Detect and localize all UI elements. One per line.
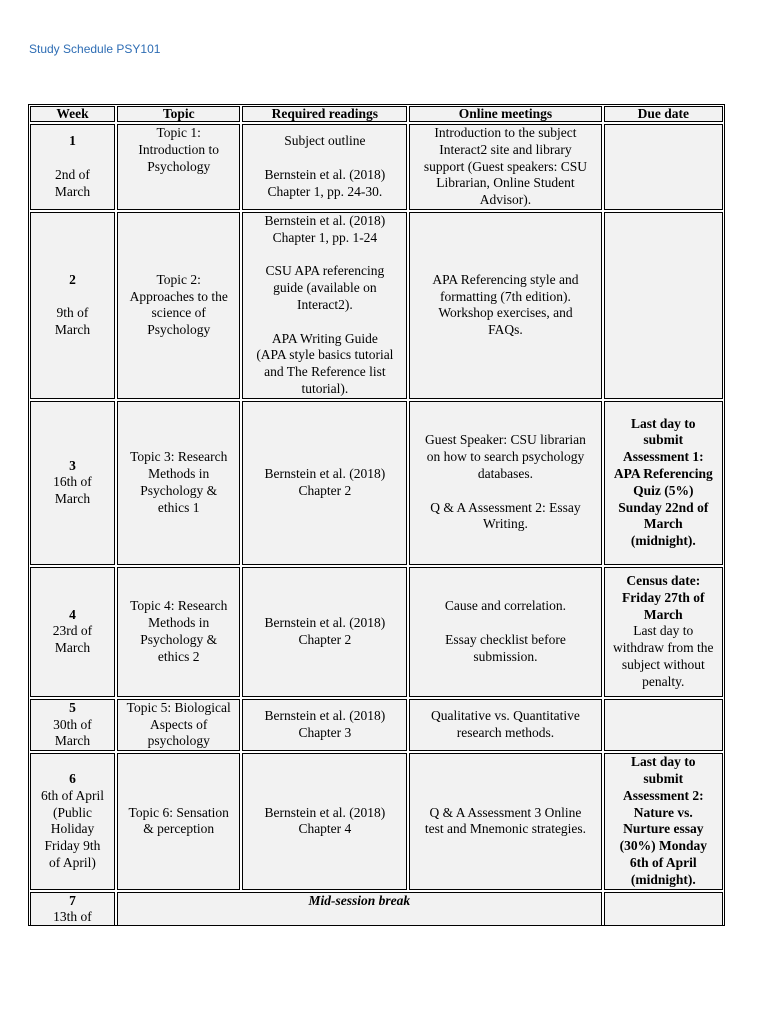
meeting-item: Q & A Assessment 3 Online test and Mnemonic strategies. — [424, 804, 587, 837]
meetings-cell — [409, 699, 601, 751]
due-cell — [604, 892, 723, 926]
due-cell — [604, 212, 723, 399]
readings-cell — [242, 212, 407, 399]
week-cell — [30, 567, 115, 697]
readings-cell — [242, 401, 407, 565]
week-date: 23rd of March — [52, 623, 93, 656]
week-number: 7 — [69, 892, 76, 908]
week-number: 5 — [69, 699, 76, 715]
topic-text: Topic 1: Introduction to Psychology — [138, 125, 220, 174]
week-number: 4 — [69, 606, 76, 622]
meeting-item: Cause and correlation. — [444, 598, 566, 614]
table-row — [30, 753, 723, 889]
week-cell — [30, 699, 115, 751]
readings-cell — [242, 753, 407, 889]
due-cell — [604, 753, 723, 889]
topic-text: Topic 4: Research Methods in Psychology & ethics 2 — [130, 598, 228, 664]
meetings-cell — [409, 124, 601, 210]
topic-cell — [117, 753, 240, 889]
table-row — [30, 124, 723, 210]
week-date: 6th of April (Public Holiday Friday 9th of April) — [40, 787, 104, 870]
topic-text: Topic 2: Approaches to the science of Psychology — [129, 271, 228, 338]
week-cell — [30, 892, 115, 926]
week-date: 30th of March — [53, 716, 92, 749]
week-cell — [30, 124, 115, 210]
table-row — [30, 699, 723, 751]
week-date: 16th of March — [53, 474, 92, 507]
week-number: 3 — [69, 457, 76, 473]
topic-cell — [117, 212, 240, 399]
reading-item: Bernstein et al. (2018) Chapter 4 — [264, 804, 386, 837]
due-cell — [604, 124, 723, 210]
week-number: 1 — [69, 133, 76, 149]
table-header-row — [30, 106, 723, 122]
week-date: 13th of — [53, 909, 92, 925]
meeting-item: Guest Speaker: CSU librarian on how to search psychology databases. — [425, 432, 586, 481]
week-cell — [30, 212, 115, 399]
due-cell — [604, 401, 723, 565]
table-row — [30, 401, 723, 565]
topic-cell — [117, 699, 240, 751]
meetings-cell — [409, 753, 601, 889]
topic-text: Topic 5: Biological Aspects of psychology — [126, 699, 231, 749]
reading-item: Bernstein et al. (2018) Chapter 2 — [264, 465, 386, 498]
meeting-item: Introduction to the subject Interact2 site and library support (Guest speakers: CSU Librarian, Online Student Advisor). — [423, 125, 588, 208]
reading-item: Bernstein et al. (2018) Chapter 2 — [264, 614, 386, 647]
readings-cell — [242, 699, 407, 751]
header-due-date: Due date — [604, 106, 723, 122]
reading-item: Bernstein et al. (2018) Chapter 1, pp. 24-30. — [264, 166, 386, 199]
meetings-cell — [409, 401, 601, 565]
schedule-table — [28, 104, 725, 926]
mid-session-break-cell — [117, 892, 602, 926]
week-cell — [30, 401, 115, 565]
meetings-cell — [409, 567, 601, 697]
due-cell — [604, 699, 723, 751]
week-cell — [30, 753, 115, 889]
topic-cell — [117, 124, 240, 210]
reading-item: Subject outline — [284, 133, 366, 149]
due-text: Last day to submit Assessment 2: Nature vs. Nurture essay (30%) Monday 6th of April (midnight). — [619, 754, 707, 887]
meeting-item: Essay checklist before submission. — [445, 631, 566, 664]
reading-item: Bernstein et al. (2018) Chapter 1, pp. 1-24 — [264, 212, 386, 245]
readings-cell — [242, 567, 407, 697]
topic-cell — [117, 567, 240, 697]
meetings-cell — [409, 212, 601, 399]
due-text: Last day to submit Assessment 1: APA Referencing Quiz (5%) Sunday 22nd of March (midnight). — [613, 415, 713, 549]
due-cell — [604, 567, 723, 697]
header-readings: Required readings — [242, 106, 407, 122]
due-text: Last day to withdraw from the subject without penalty. — [613, 623, 714, 689]
topic-text: Topic 6: Sensation & perception — [128, 804, 229, 837]
mid-session-break-label: Mid-session break — [308, 892, 411, 908]
table-row — [30, 892, 723, 926]
header-meetings: Online meetings — [409, 106, 601, 122]
header-week: Week — [30, 106, 115, 122]
document-title: Study Schedule PSY101 — [29, 42, 161, 56]
week-number: 6 — [69, 770, 76, 786]
week-number: 2 — [69, 271, 76, 287]
week-date: 2nd of March — [54, 166, 91, 199]
topic-cell — [117, 401, 240, 565]
header-topic: Topic — [117, 106, 240, 122]
meeting-item: Q & A Assessment 2: Essay Writing. — [430, 499, 581, 532]
table-row — [30, 212, 723, 399]
topic-text: Topic 3: Research Methods in Psychology & ethics 1 — [130, 449, 228, 515]
due-text-bold: Census date: Friday 27th of March — [622, 572, 705, 622]
meeting-item: Qualitative vs. Quantitative research methods. — [431, 708, 580, 740]
reading-item: Bernstein et al. (2018) Chapter 3 — [264, 708, 386, 740]
readings-cell — [242, 124, 407, 210]
reading-item: APA Writing Guide (APA style basics tutorial and The Reference list tutorial). — [256, 330, 394, 396]
week-date: 9th of March — [54, 305, 91, 338]
table-row — [30, 567, 723, 697]
reading-item: CSU APA referencing guide (available on Interact2). — [265, 263, 385, 312]
meeting-item: APA Referencing style and formatting (7th edition). Workshop exercises, and FAQs. — [432, 271, 579, 338]
